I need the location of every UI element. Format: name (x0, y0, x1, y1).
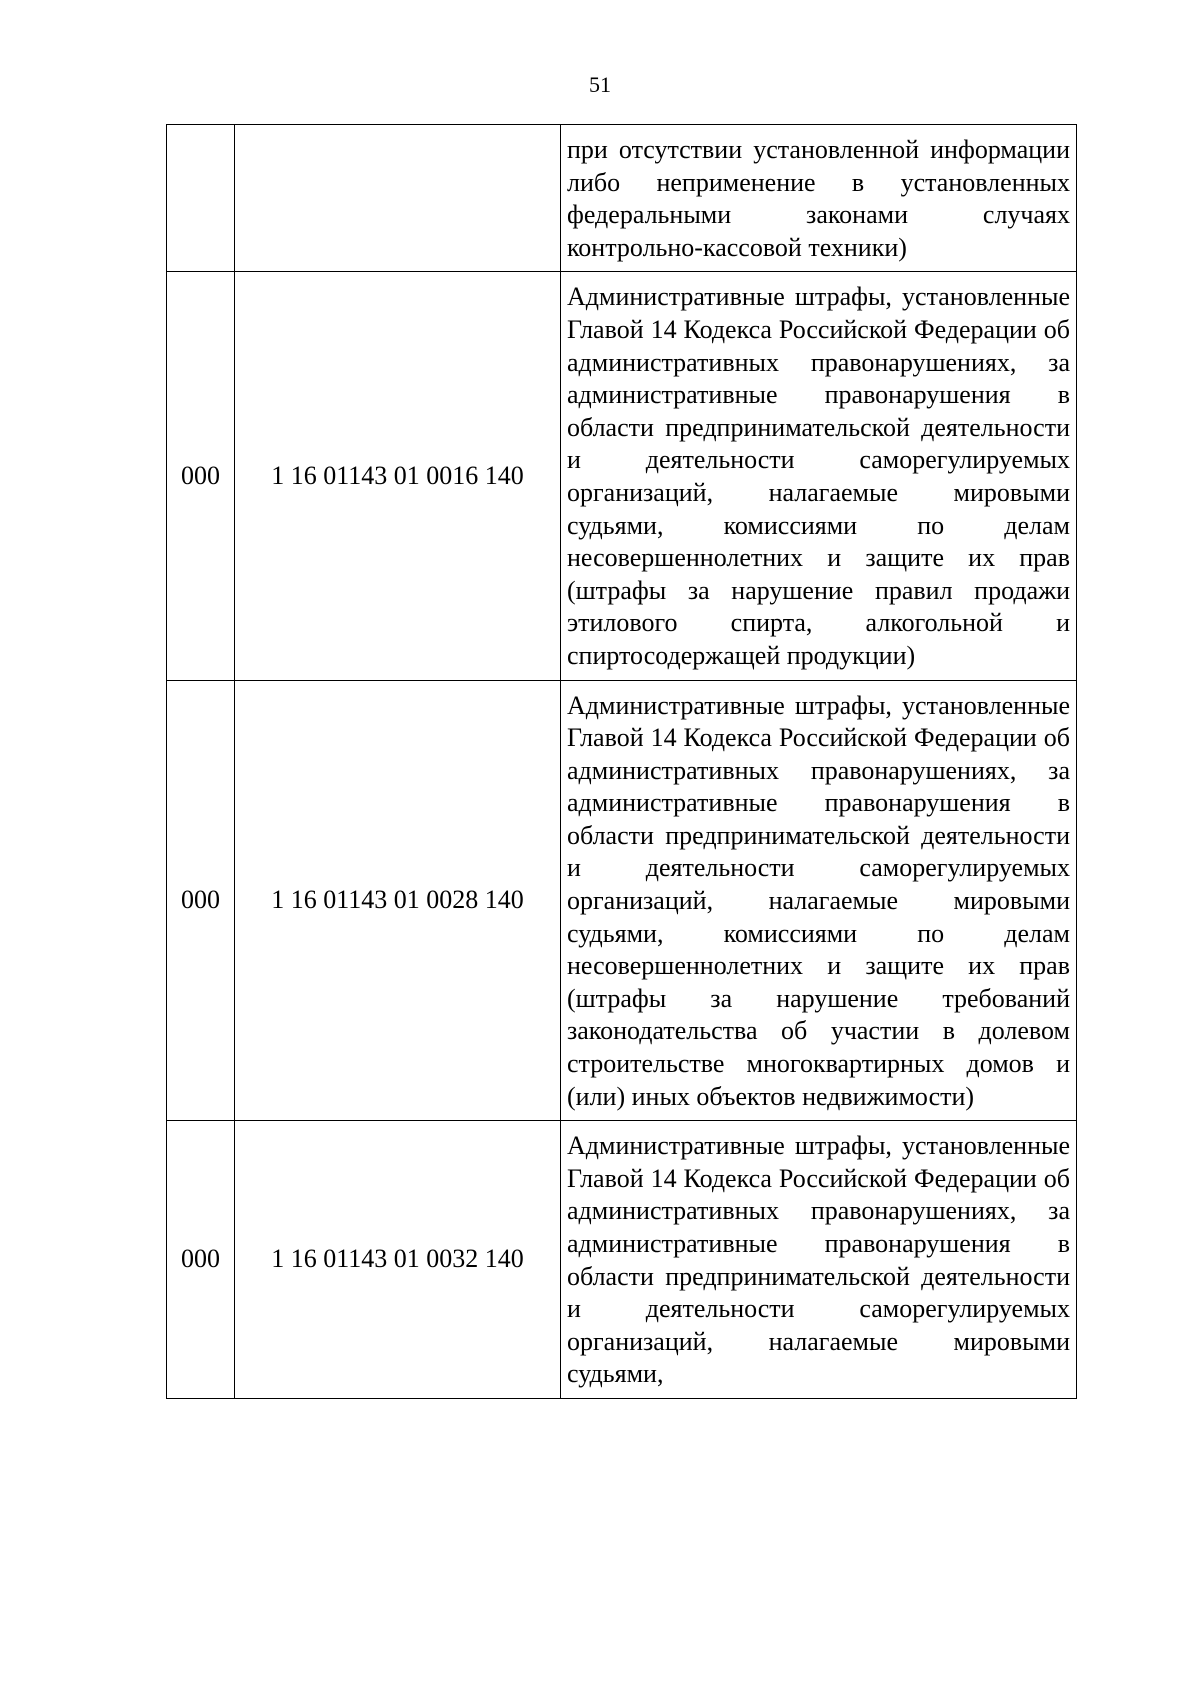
admin-code-cell: 000 (167, 680, 235, 1121)
budget-codes-table (166, 124, 1077, 1399)
kbk-code-cell: 1 16 01143 01 0032 140 (235, 1121, 561, 1399)
kbk-code-cell: 1 16 01143 01 0016 140 (235, 272, 561, 680)
table-row (167, 125, 1077, 272)
table-row (167, 1121, 1077, 1399)
description-cell: Административные штрафы, установленные Главой 14 Кодекса Российской Федерации об административных правонарушениях, за административные правонарушения в области предпринимательской деятельности и деятельности саморегулируемых организаций, налагаемые мировыми судьями, (561, 1121, 1077, 1399)
description-cell: при отсутствии установленной информации либо неприменение в установленных федеральными законами случаях контрольно-кассовой техники) (561, 125, 1077, 272)
admin-code-cell: 000 (167, 272, 235, 680)
kbk-code-cell (235, 125, 561, 272)
admin-code-cell: 000 (167, 1121, 235, 1399)
kbk-code-cell: 1 16 01143 01 0028 140 (235, 680, 561, 1121)
page-number: 51 (589, 72, 611, 97)
table-row (167, 680, 1077, 1121)
description-cell: Административные штрафы, установленные Главой 14 Кодекса Российской Федерации об административных правонарушениях, за административные правонарушения в области предпринимательской деятельности и деятельности саморегулируемых организаций, налагаемые мировыми судьями, комиссиями по делам несовершеннолетних и защите их прав (штрафы за нарушение требований законодательства об участии в долевом строительстве многоквартирных домов и (или) иных объектов недвижимости) (561, 680, 1077, 1121)
table-row (167, 272, 1077, 680)
admin-code-cell (167, 125, 235, 272)
description-cell: Административные штрафы, установленные Главой 14 Кодекса Российской Федерации об административных правонарушениях, за административные правонарушения в области предпринимательской деятельности и деятельности саморегулируемых организаций, налагаемые мировыми судьями, комиссиями по делам несовершеннолетних и защите их прав (штрафы за нарушение правил продажи этилового спирта, алкогольной и спиртосодержащей продукции) (561, 272, 1077, 680)
